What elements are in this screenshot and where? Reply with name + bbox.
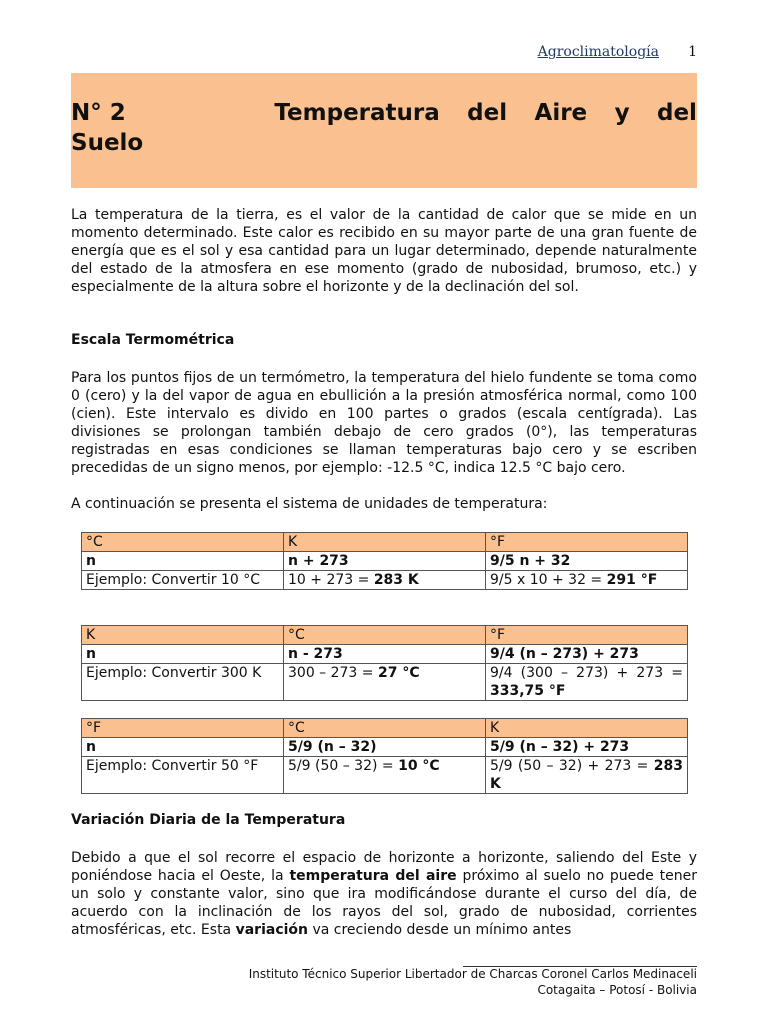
title-line-1 xyxy=(71,100,697,126)
calc-text: 9/4 (300 – 273) + 273 = xyxy=(490,665,683,681)
table-cell: °C xyxy=(82,533,284,552)
table-cell: K xyxy=(284,533,486,552)
text-run: va creciendo desde un mínimo antes xyxy=(308,922,572,938)
table-cell: K xyxy=(486,719,688,738)
table-cell: °C xyxy=(284,719,486,738)
table-header-row xyxy=(82,626,688,645)
table-cell: n xyxy=(82,645,284,664)
calc-result: 10 °C xyxy=(398,758,440,774)
table-cell xyxy=(486,664,688,701)
table-cell: °C xyxy=(284,626,486,645)
footer-location: Cotagaita – Potosí - Bolivia xyxy=(537,983,697,997)
calc-result: 291 °F xyxy=(606,572,658,588)
title-word: del xyxy=(656,100,697,126)
table-cell: 5/9 (n – 32) + 273 xyxy=(486,738,688,757)
conversion-table-kelvin xyxy=(81,625,688,701)
table-cell: Ejemplo: Convertir 10 °C xyxy=(82,571,284,590)
title-word: Temperatura xyxy=(274,100,440,126)
calc-text: 300 – 273 = xyxy=(288,665,378,681)
table-row xyxy=(82,757,688,794)
table-cell: n xyxy=(82,738,284,757)
bold-term: temperatura del aire xyxy=(289,868,457,884)
header-link[interactable]: Agroclimatología xyxy=(537,44,659,60)
calc-text: 10 + 273 = xyxy=(288,572,374,588)
title-banner xyxy=(71,73,697,188)
table-cell xyxy=(486,571,688,590)
table-cell xyxy=(486,757,688,794)
table-cell: K xyxy=(82,626,284,645)
section-heading-variacion: Variación Diaria de la Temperatura xyxy=(71,812,346,828)
calc-result: 27 °C xyxy=(377,665,420,681)
table-cell: 5/9 (n – 32) xyxy=(284,738,486,757)
calc-result: 283 K xyxy=(490,758,683,792)
table-intro: A continuación se presenta el sistema de unidades de temperatura: xyxy=(71,496,548,512)
text-run: próximo al suelo no puede tener un solo y constante valor, sino que ira modificándose durante el curso del día, de acuerdo con la inclinación de los rayos del sol, grado de nubosidad, corrientes atmosféricas, etc. Esta xyxy=(71,868,697,938)
table-cell: n - 273 xyxy=(284,645,486,664)
conversion-table-celsius xyxy=(81,532,688,590)
calc-text: 5/9 (50 – 32) = xyxy=(288,758,399,774)
table-header-row xyxy=(82,719,688,738)
table-header-row xyxy=(82,533,688,552)
page-number: 1 xyxy=(688,44,697,60)
table-cell: °F xyxy=(82,719,284,738)
escala-paragraph: Para los puntos fijos de un termómetro, la temperatura del hielo fundente se toma como 0 (cero) y la del vapor de agua en ebullición a la presión atmosférica normal, como 100 (cien). Este intervalo es divido en 100 partes o grados (escala centígrada). Las divisiones se prolongan también debajo de cero grados (0°), las temperaturas registradas en esas condiciones se llaman temperaturas bajo cero y se escriben precedidas de un signo menos, por ejemplo: -12.5 °C, indica 12.5 °C bajo cero. xyxy=(71,370,697,476)
text-run: Debido a que el sol recorre el espacio de horizonte a horizonte, saliendo del Este y poniéndose hacia el Oeste, la xyxy=(71,850,697,884)
title-line-2: Suelo xyxy=(71,130,144,156)
page-footer xyxy=(249,966,697,998)
intro-paragraph: La temperatura de la tierra, es el valor de la cantidad de calor que se mide en un momento determinado. Este calor es recibido en su mayor parte de una gran fuente de energía que es el sol y esa cantidad para un lugar determinado, depende naturalmente del estado de la atmosfera en ese momento (grado de nubosidad, brumoso, etc.) y especialmente de la altura sobre el horizonte y de la declinación del sol. xyxy=(71,207,697,295)
footer-institution: Instituto Técnico Superior Libertador de Charcas Coronel Carlos Medinaceli xyxy=(248,967,697,981)
table-cell: °F xyxy=(486,626,688,645)
table-cell: Ejemplo: Convertir 50 °F xyxy=(82,757,284,794)
table-row xyxy=(82,645,688,664)
calc-text: 5/9 (50 – 32) + 273 = xyxy=(490,758,654,774)
title-word: Aire xyxy=(534,100,588,126)
table-cell: Ejemplo: Convertir 300 K xyxy=(82,664,284,701)
title-word: y xyxy=(614,100,630,126)
table-row xyxy=(82,664,688,701)
variacion-paragraph xyxy=(71,849,697,939)
calc-result: 333,75 °F xyxy=(490,683,566,699)
table-cell xyxy=(284,571,486,590)
table-cell: °F xyxy=(486,533,688,552)
table-row xyxy=(82,571,688,590)
title-word: del xyxy=(467,100,508,126)
table-cell: 9/4 (n – 273) + 273 xyxy=(486,645,688,664)
bold-term: variación xyxy=(235,922,308,938)
table-cell xyxy=(284,664,486,701)
table-row xyxy=(82,738,688,757)
conversion-table-fahrenheit xyxy=(81,718,688,794)
calc-result: 283 K xyxy=(373,572,419,588)
table-cell: n xyxy=(82,552,284,571)
table-cell: 9/5 n + 32 xyxy=(486,552,688,571)
title-number: N° 2 xyxy=(71,100,126,126)
table-row xyxy=(82,552,688,571)
section-heading-escala: Escala Termométrica xyxy=(71,332,235,348)
table-cell xyxy=(284,757,486,794)
table-cell: n + 273 xyxy=(284,552,486,571)
calc-text: 9/5 x 10 + 32 = xyxy=(490,572,607,588)
